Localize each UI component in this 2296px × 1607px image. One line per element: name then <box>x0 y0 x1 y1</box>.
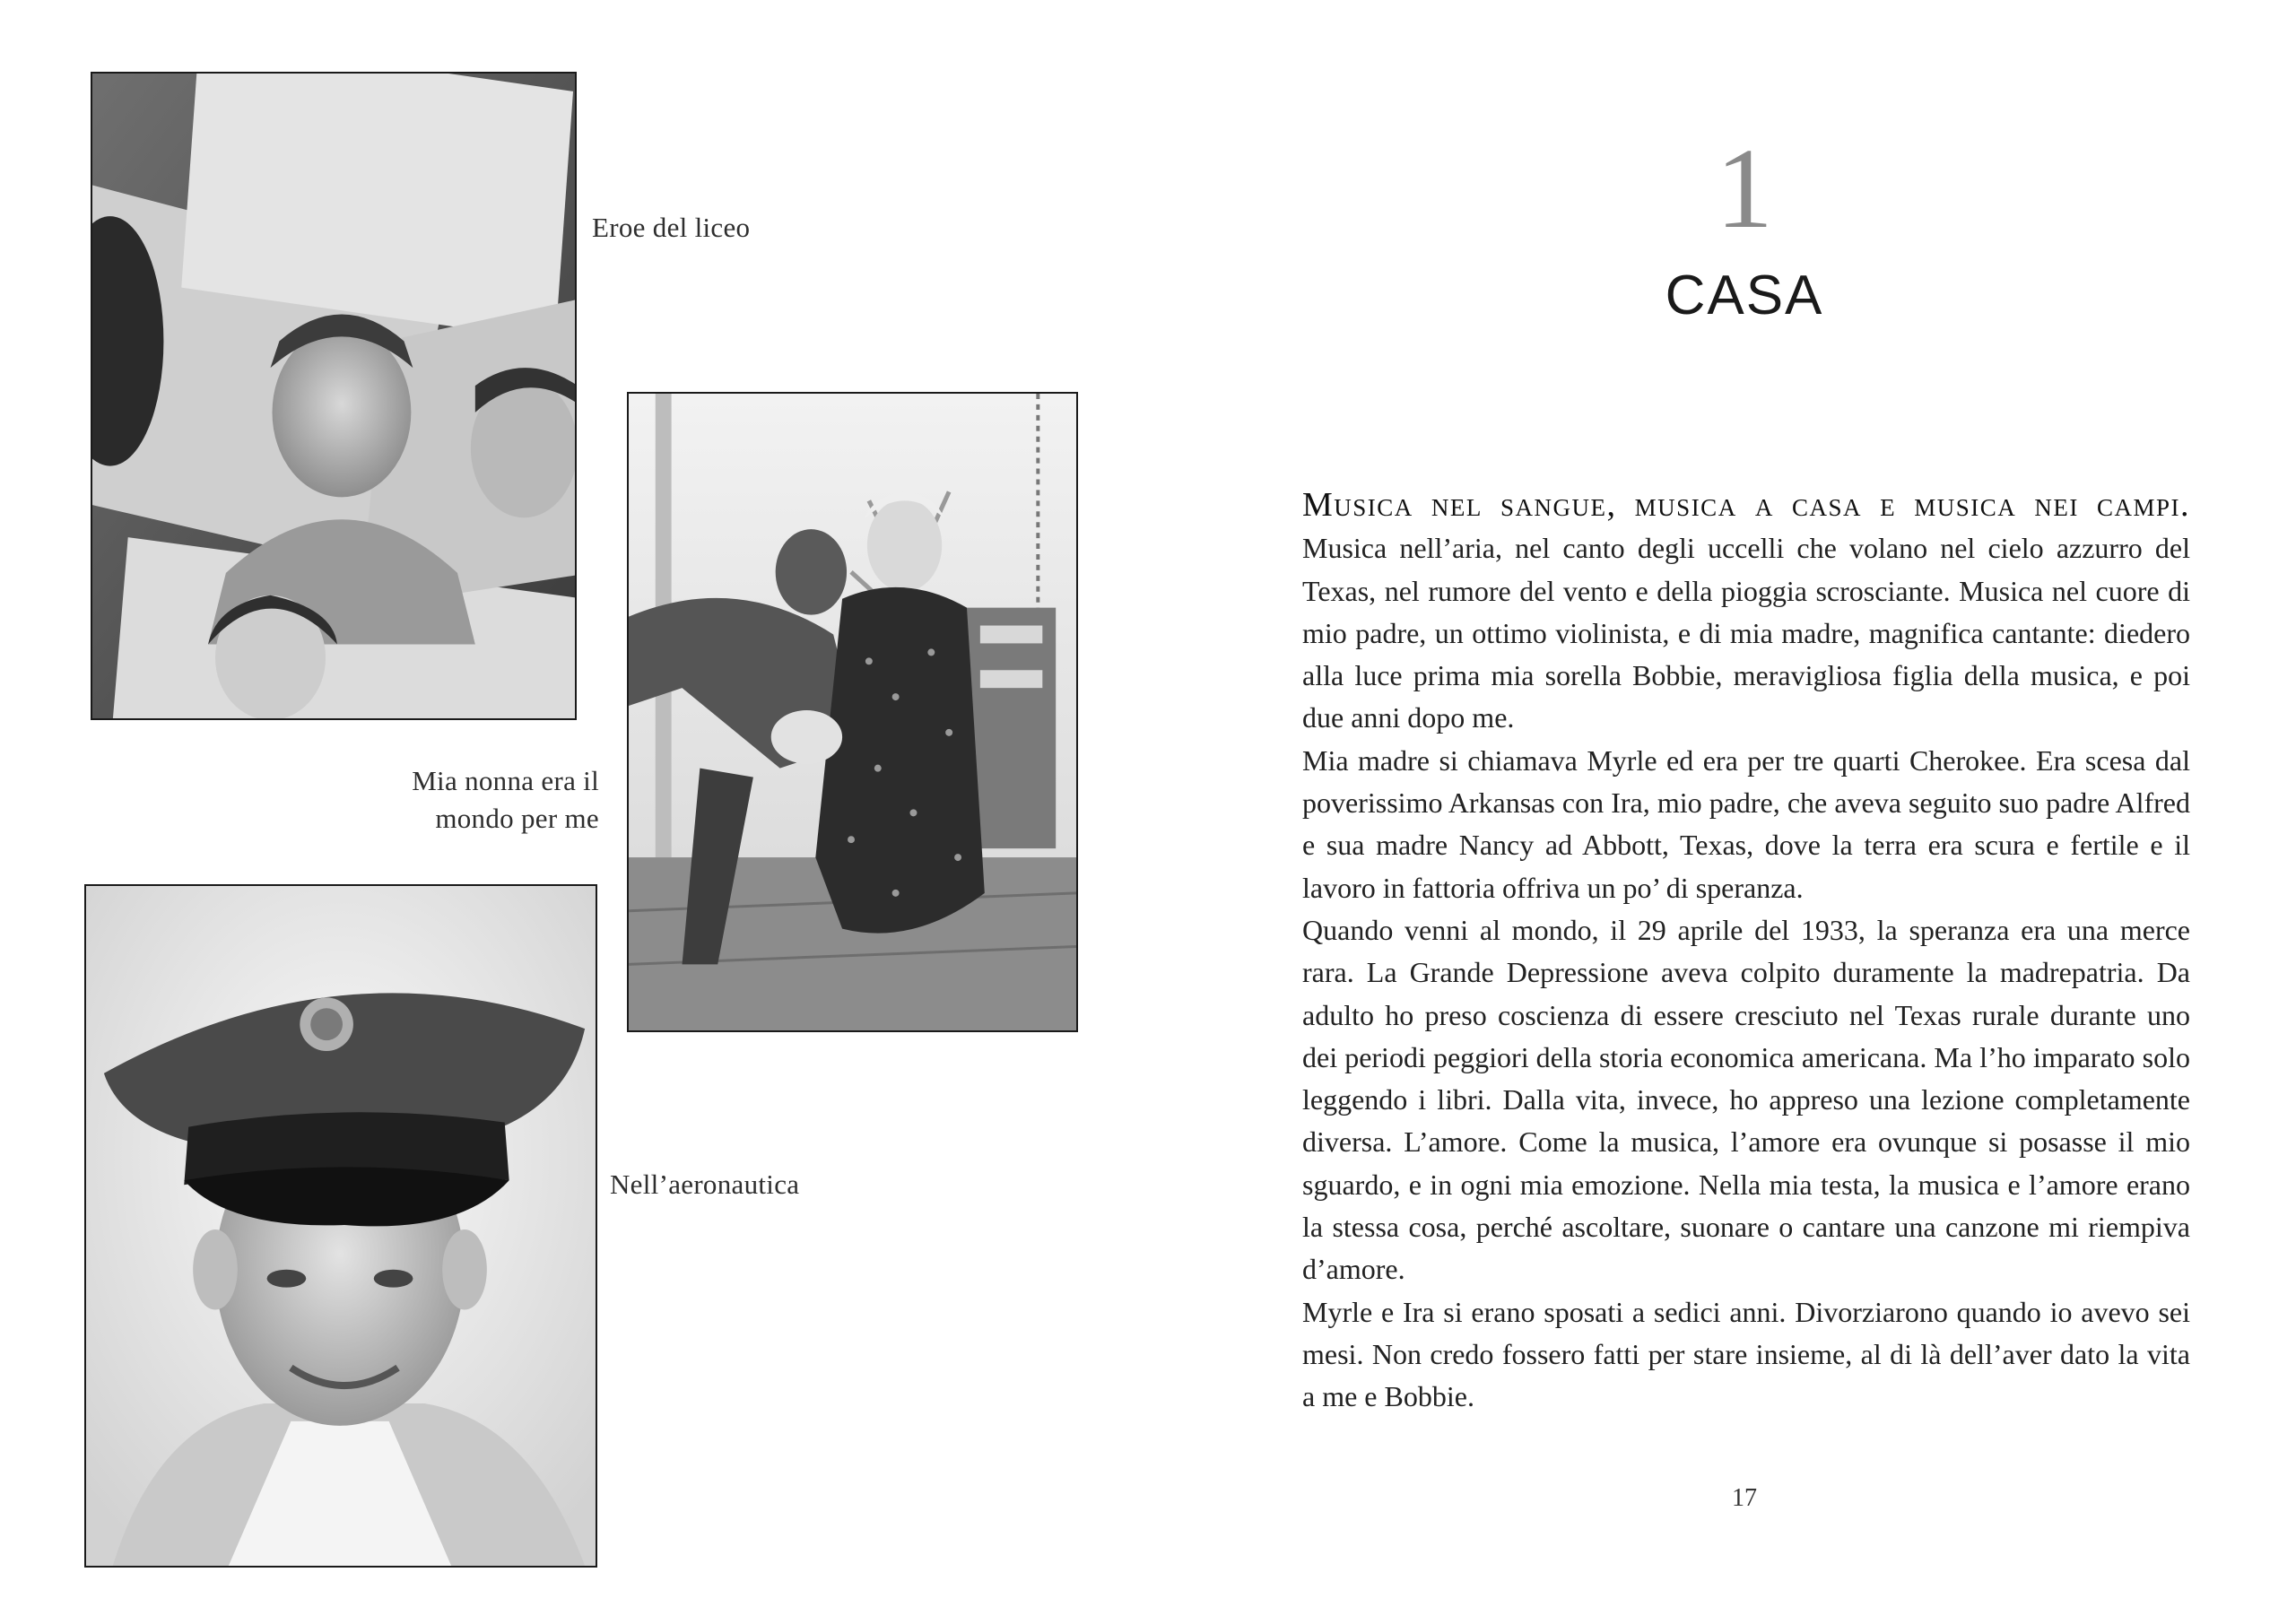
paragraph: Quando venni al mondo, il 29 aprile del 1933, la speranza era una merce rara. La Grande Depressione aveva colpito duramente la madrepatria. Da adulto ho preso coscienza di essere cresciuto nel Texas rurale durante uno dei periodi peggiori della storia economica americana. Ma l’ho imparato solo leggendo i libri. Dalla vita, invece, ho appreso una lezione completamente diversa. L’amore. Come la musica, l’amore era ovunque si posasse il mio sguardo, e in ogni mia emozione. Nella mia testa, la musica e l’amore erano la stessa cosa, perché ascoltare, suonare o cantare una canzone mi riempiva d’amore. <box>1302 913 2190 1286</box>
caption-grandma: Mia nonna era il mondo per me <box>412 765 599 834</box>
air-force-portrait-photo <box>84 884 597 1568</box>
chapter-number: 1 <box>1716 125 1773 252</box>
paragraph-text: Musica nell’aria, nel canto degli uccelli che volano nel cielo azzurro del Texas, nel rumore del vento e della pioggia scrosciante. Musica nel cuore di mio padre, un ottimo violinista, e di mia madre, magnifica cantante: diedero alla luce prima mia sorella Bobbie, meravigliosa figlia della musica, e poi due anni dopo me. <box>1302 532 2190 734</box>
yearbook-photo <box>91 72 577 720</box>
page-number: 17 <box>1732 1484 1757 1512</box>
chapter-body <box>1302 484 2190 1419</box>
caption-air-force: Nell’aeronautica <box>610 1168 800 1200</box>
caption-yearbook: Eroe del liceo <box>592 212 751 243</box>
chapter-title: CASA <box>1665 265 1824 326</box>
paragraph <box>1302 484 2190 740</box>
paragraph: Mia madre si chiamava Myrle ed era per tre quarti Cherokee. Era scesa dal poverissimo Arkansas con Ira, mio padre, che aveva seguito suo padre Alfred e sua madre Nancy ad Abbott, Texas, dove la terra era scura e fertile e il lavoro in fattoria offriva un po’ di speranza. <box>1302 743 2190 904</box>
lead-in: Musica nel sangue, musica a casa e musica nei campi. <box>1302 486 2190 524</box>
grandmother-photo <box>627 392 1078 1032</box>
paragraph: Myrle e Ira si erano sposati a sedici anni. Divorziarono quando io avevo sei mesi. Non credo fossero fatti per stare insieme, al di là dell’aver dato la vita a me e Bobbie. <box>1302 1295 2190 1413</box>
